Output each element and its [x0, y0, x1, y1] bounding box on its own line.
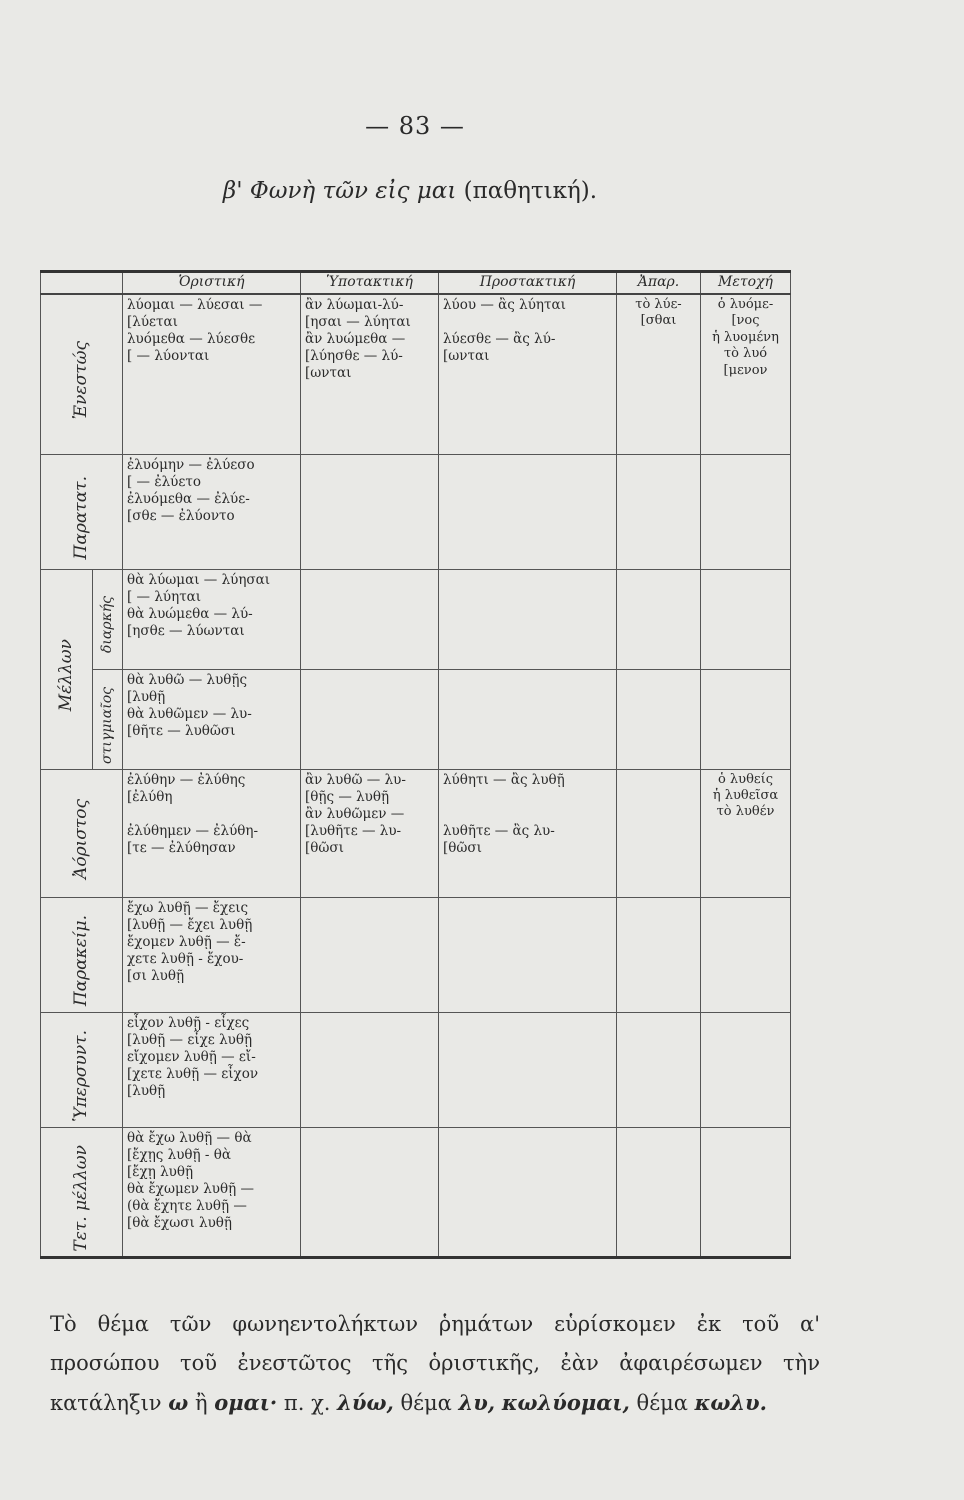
infinitive-cell: τὸ λύε- [σθαι	[617, 294, 701, 454]
indicative-cell: θὰ ἔχω λυθῇ — θὰ [ἔχῃς λυθῇ - θὰ [ἔχῃ λυθῇ θὰ ἔχωμεν λυθῇ — (θὰ ἔχητε λυθῇ — [θὰ ἔχωσι λυθῇ	[123, 1127, 301, 1258]
aspect-label: διαρκής	[98, 596, 115, 654]
infinitive-cell	[617, 897, 701, 1012]
body-paragraph	[50, 1305, 820, 1423]
imperative-cell	[439, 569, 617, 669]
tense-label: Παρατατ.	[70, 475, 91, 560]
imperative-cell	[439, 454, 617, 569]
section-title-prefix: β' Φωνὴ τῶν εἰς μαι	[222, 178, 457, 204]
subjunctive-cell	[301, 1127, 439, 1258]
infinitive-cell	[617, 569, 701, 669]
aspect-label: στιγμιαῖος	[98, 686, 115, 764]
participle-cell: ὁ λυθείς ἡ λυθεῖσα τὸ λυθέν	[701, 769, 791, 897]
participle-cell: ὁ λυόμε- [νος ἡ λυομένη τὸ λυό [μενον	[701, 294, 791, 454]
tense-label: Ἐνεστώς	[70, 341, 91, 420]
tense-label: Παρακείμ.	[70, 914, 91, 1007]
imperative-cell	[439, 1127, 617, 1258]
subjunctive-cell: ἂν λυθῶ — λυ- [θῇς — λυθῇ ἂν λυθῶμεν — [λυθῆτε — λυ- [θῶσι	[301, 769, 439, 897]
aspect-continuous-cell	[93, 569, 123, 669]
subjunctive-cell	[301, 1012, 439, 1127]
imperative-cell	[439, 669, 617, 769]
header-imperative: Προστακτική	[439, 272, 617, 295]
page-number: — 83 —	[365, 112, 465, 140]
section-title-suffix: (παθητική).	[463, 178, 598, 204]
subjunctive-cell	[301, 454, 439, 569]
paragraph-text: Τὸ θέμα τῶν φωνηεντολήκτων ῥημάτων εὑρίσκομεν ἐκ τοῦ α' προσώπου τοῦ ἐνεστῶτος τῆς ὁριστικῆς, ἐὰν ἀφαιρέσωμεν τὴν κατάληξιν	[50, 1312, 820, 1415]
infinitive-cell	[617, 1127, 701, 1258]
participle-cell	[701, 569, 791, 669]
paragraph-text: θέμα	[636, 1391, 688, 1415]
table-row	[41, 454, 791, 569]
indicative-cell: θὰ λυθῶ — λυθῇς [λυθῇ θὰ λυθῶμεν — λυ- [θῆτε — λυθῶσι	[123, 669, 301, 769]
tense-pluperfect-cell	[41, 1012, 123, 1127]
header-indicative: Ὁριστική	[123, 272, 301, 295]
paragraph-text: ἢ	[194, 1391, 208, 1415]
table-row	[41, 669, 791, 769]
conjugation-table	[40, 270, 791, 1259]
participle-cell	[701, 897, 791, 1012]
tense-label: Ὑπερσυντ.	[70, 1029, 91, 1122]
paragraph-emphasis: κωλυ.	[694, 1390, 767, 1415]
indicative-cell: ἐλυόμην — ἐλύεσο [ — ἐλύετο ἐλυόμεθα — ἐλύε- [σθε — ἐλύοντο	[123, 454, 301, 569]
header-tense-blank	[41, 272, 123, 295]
tense-present-cell	[41, 294, 123, 454]
participle-cell	[701, 669, 791, 769]
header-participle: Μετοχή	[701, 272, 791, 295]
participle-cell	[701, 1012, 791, 1127]
paragraph-emphasis: ω	[168, 1390, 189, 1415]
infinitive-cell	[617, 769, 701, 897]
imperative-cell	[439, 897, 617, 1012]
indicative-cell: εἶχον λυθῇ - εἶχες [λυθῇ — εἶχε λυθῇ εἴχομεν λυθῇ — εἴ- [χετε λυθῇ — εἶχον [λυθῇ	[123, 1012, 301, 1127]
tense-label: Τετ. μέλλων	[70, 1144, 91, 1252]
table-row	[41, 294, 791, 454]
participle-cell	[701, 454, 791, 569]
paragraph-emphasis: κωλύομαι,	[501, 1390, 630, 1415]
table-row	[41, 569, 791, 669]
indicative-cell: ἔχω λυθῇ — ἔχεις [λυθῇ — ἔχει λυθῇ ἔχομεν λυθῇ — ἔ- χετε λυθῇ - ἔχου- [σι λυθῇ	[123, 897, 301, 1012]
infinitive-cell	[617, 1012, 701, 1127]
table-row	[41, 769, 791, 897]
participle-cell	[701, 1127, 791, 1258]
paragraph-emphasis: ομαι·	[214, 1390, 278, 1415]
indicative-cell: θὰ λύωμαι — λύησαι [ — λύηται θὰ λυώμεθα — λύ- [ησθε — λύωνται	[123, 569, 301, 669]
tense-imperfect-cell	[41, 454, 123, 569]
indicative-cell: λύομαι — λύεσαι — [λύεται λυόμεθα — λύεσθε [ — λύονται	[123, 294, 301, 454]
infinitive-cell	[617, 669, 701, 769]
table-row	[41, 1012, 791, 1127]
subjunctive-cell	[301, 669, 439, 769]
tense-label: Μέλλων	[55, 638, 76, 712]
tense-future-perfect-cell	[41, 1127, 123, 1258]
paragraph-emphasis: λύω,	[337, 1390, 394, 1415]
aspect-momentary-cell	[93, 669, 123, 769]
subjunctive-cell	[301, 569, 439, 669]
tense-aorist-cell	[41, 769, 123, 897]
paragraph-emphasis: λυ,	[458, 1390, 496, 1415]
table-header-row	[41, 272, 791, 295]
subjunctive-cell: ἂν λύωμαι-λύ- [ησαι — λύηται ἂν λυώμεθα — [λύησθε — λύ- [ωνται	[301, 294, 439, 454]
tense-perfect-cell	[41, 897, 123, 1012]
paragraph-text: π. χ.	[283, 1391, 331, 1415]
imperative-cell: λύθητι — ἂς λυθῇ λυθῆτε — ἂς λυ- [θῶσι	[439, 769, 617, 897]
table-row	[41, 1127, 791, 1258]
header-infinitive: Ἀπαρ.	[617, 272, 701, 295]
header-subjunctive: Ὑποτακτική	[301, 272, 439, 295]
imperative-cell	[439, 1012, 617, 1127]
paragraph-text: θέμα	[400, 1391, 452, 1415]
tense-label: Ἀόριστος	[70, 799, 91, 879]
indicative-cell: ἐλύθην — ἐλύθης [ἐλύθη ἐλύθημεν — ἐλύθη- [τε — ἐλύθησαν	[123, 769, 301, 897]
tense-future-cell	[41, 569, 93, 769]
section-title	[150, 178, 670, 204]
table-row	[41, 897, 791, 1012]
subjunctive-cell	[301, 897, 439, 1012]
infinitive-cell	[617, 454, 701, 569]
imperative-cell: λύου — ἂς λύηται λύεσθε — ἂς λύ- [ωνται	[439, 294, 617, 454]
